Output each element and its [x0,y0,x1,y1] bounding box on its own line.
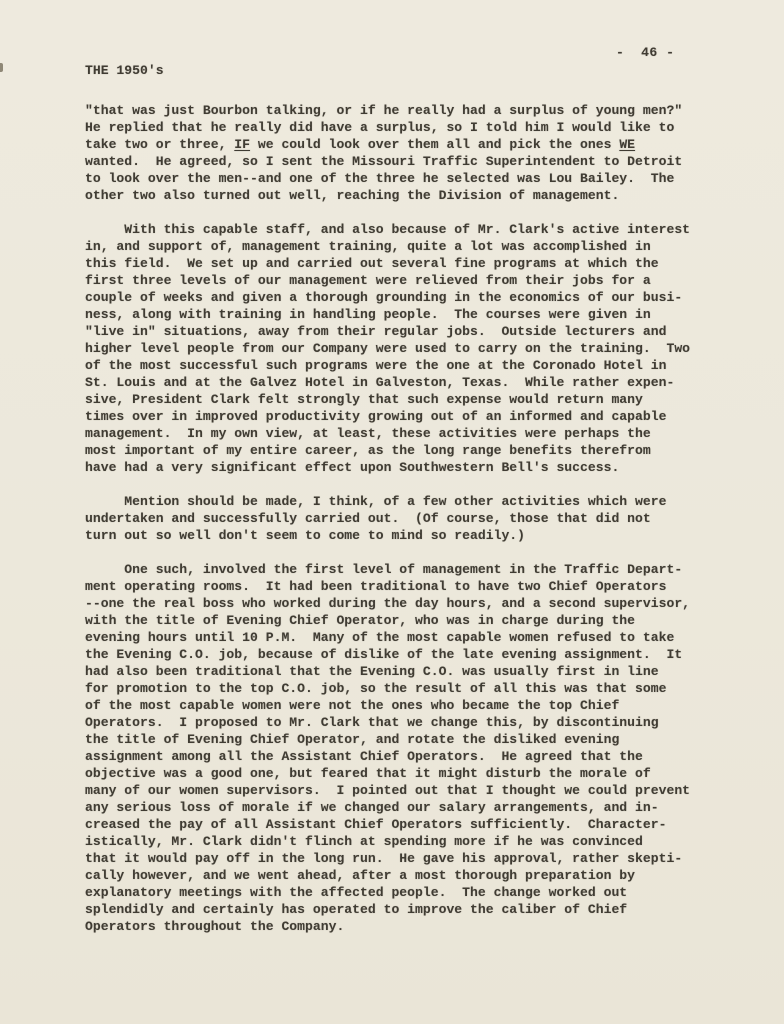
document-body [85,102,735,952]
text-line: With this capable staff, and also because of Mr. Clark's active interest [85,222,691,237]
text-line: turn out so well don't seem to come to mind so readily.) [85,528,526,543]
text-line: the title of Evening Chief Operator, and rotate the disliked evening [85,732,620,747]
text-line: in, and support of, management training, quite a lot was accomplished in [85,239,651,254]
text-line: --one the real boss who worked during the day hours, and a second supervisor, [85,596,691,611]
text-line: sive, President Clark felt strongly that such expense would return many [85,392,643,407]
text-line: to look over the men--and one of the three he selected was Lou Bailey. The [85,171,675,186]
text-line: had also been traditional that the Evening C.O. was usually first in line [85,664,659,679]
text-segment: we could look over them all and pick the ones [250,137,620,152]
text-line: Operators throughout the Company. [85,919,345,934]
text-segment: take two or three, [85,137,235,152]
text-line: higher level people from our Company were used to carry on the training. Two [85,341,691,356]
text-line: the Evening C.O. job, because of dislike of the late evening assignment. It [85,647,683,662]
text-line: evening hours until 10 P.M. Many of the most capable women refused to take [85,630,675,645]
text-line: couple of weeks and given a thorough grounding in the economics of our busi- [85,290,683,305]
text-line: of the most successful such programs were the one at the Coronado Hotel in [85,358,667,373]
text-line: splendidly and certainly has operated to improve the caliber of Chief [85,902,628,917]
text-line: many of our women supervisors. I pointed out that I thought we could prevent [85,783,691,798]
text-line: istically, Mr. Clark didn't flinch at spending more if he was convinced [85,834,643,849]
text-line: St. Louis and at the Galvez Hotel in Galveston, Texas. While rather expen- [85,375,675,390]
page-number: - 46 - [616,45,675,60]
underlined-text: WE [619,137,636,152]
text-line: cally however, and we went ahead, after a most thorough preparation by [85,868,636,883]
text-line: "that was just Bourbon talking, or if he really had a surplus of young men?" [85,103,683,118]
text-line: times over in improved productivity growing out of an informed and capable [85,409,667,424]
paragraph [85,561,735,935]
text-line: first three levels of our management were relieved from their jobs for a [85,273,651,288]
text-line: of the most capable women were not the ones who became the top Chief [85,698,620,713]
paragraph [85,221,735,476]
text-line [85,136,735,153]
text-line: ment operating rooms. It had been traditional to have two Chief Operators [85,579,667,594]
text-line: Mention should be made, I think, of a few other activities which were [85,494,667,509]
text-line: assignment among all the Assistant Chief Operators. He agreed that the [85,749,643,764]
paragraph [85,493,735,544]
text-line: this field. We set up and carried out several fine programs at which the [85,256,659,271]
text-line: management. In my own view, at least, these activities were perhaps the [85,426,651,441]
text-line: undertaken and successfully carried out. (Of course, those that did not [85,511,651,526]
scan-artifact [0,63,3,72]
text-line: ness, along with training in handling people. The courses were given in [85,307,651,322]
text-line: with the title of Evening Chief Operator, who was in charge during the [85,613,636,628]
text-line: objective was a good one, but feared that it might disturb the morale of [85,766,651,781]
text-line: explanatory meetings with the affected people. The change worked out [85,885,628,900]
text-line: for promotion to the top C.O. job, so the result of all this was that some [85,681,667,696]
text-line: creased the pay of all Assistant Chief Operators sufficiently. Character- [85,817,667,832]
underlined-text: IF [234,137,251,152]
text-line: One such, involved the first level of management in the Traffic Depart- [85,562,683,577]
text-line: Operators. I proposed to Mr. Clark that we change this, by discontinuing [85,715,659,730]
page-title: THE 1950's [85,63,164,78]
paragraph [85,102,735,204]
text-line: other two also turned out well, reaching the Division of management. [85,188,620,203]
text-line: "live in" situations, away from their regular jobs. Outside lecturers and [85,324,667,339]
text-line: most important of my entire career, as the long range benefits therefrom [85,443,651,458]
text-line: any serious loss of morale if we changed our salary arrangements, and in- [85,800,659,815]
text-line: that it would pay off in the long run. He gave his approval, rather skepti- [85,851,683,866]
text-line: have had a very significant effect upon Southwestern Bell's success. [85,460,620,475]
text-line: He replied that he really did have a surplus, so I told him I would like to [85,120,675,135]
text-line: wanted. He agreed, so I sent the Missouri Traffic Superintendent to Detroit [85,154,683,169]
